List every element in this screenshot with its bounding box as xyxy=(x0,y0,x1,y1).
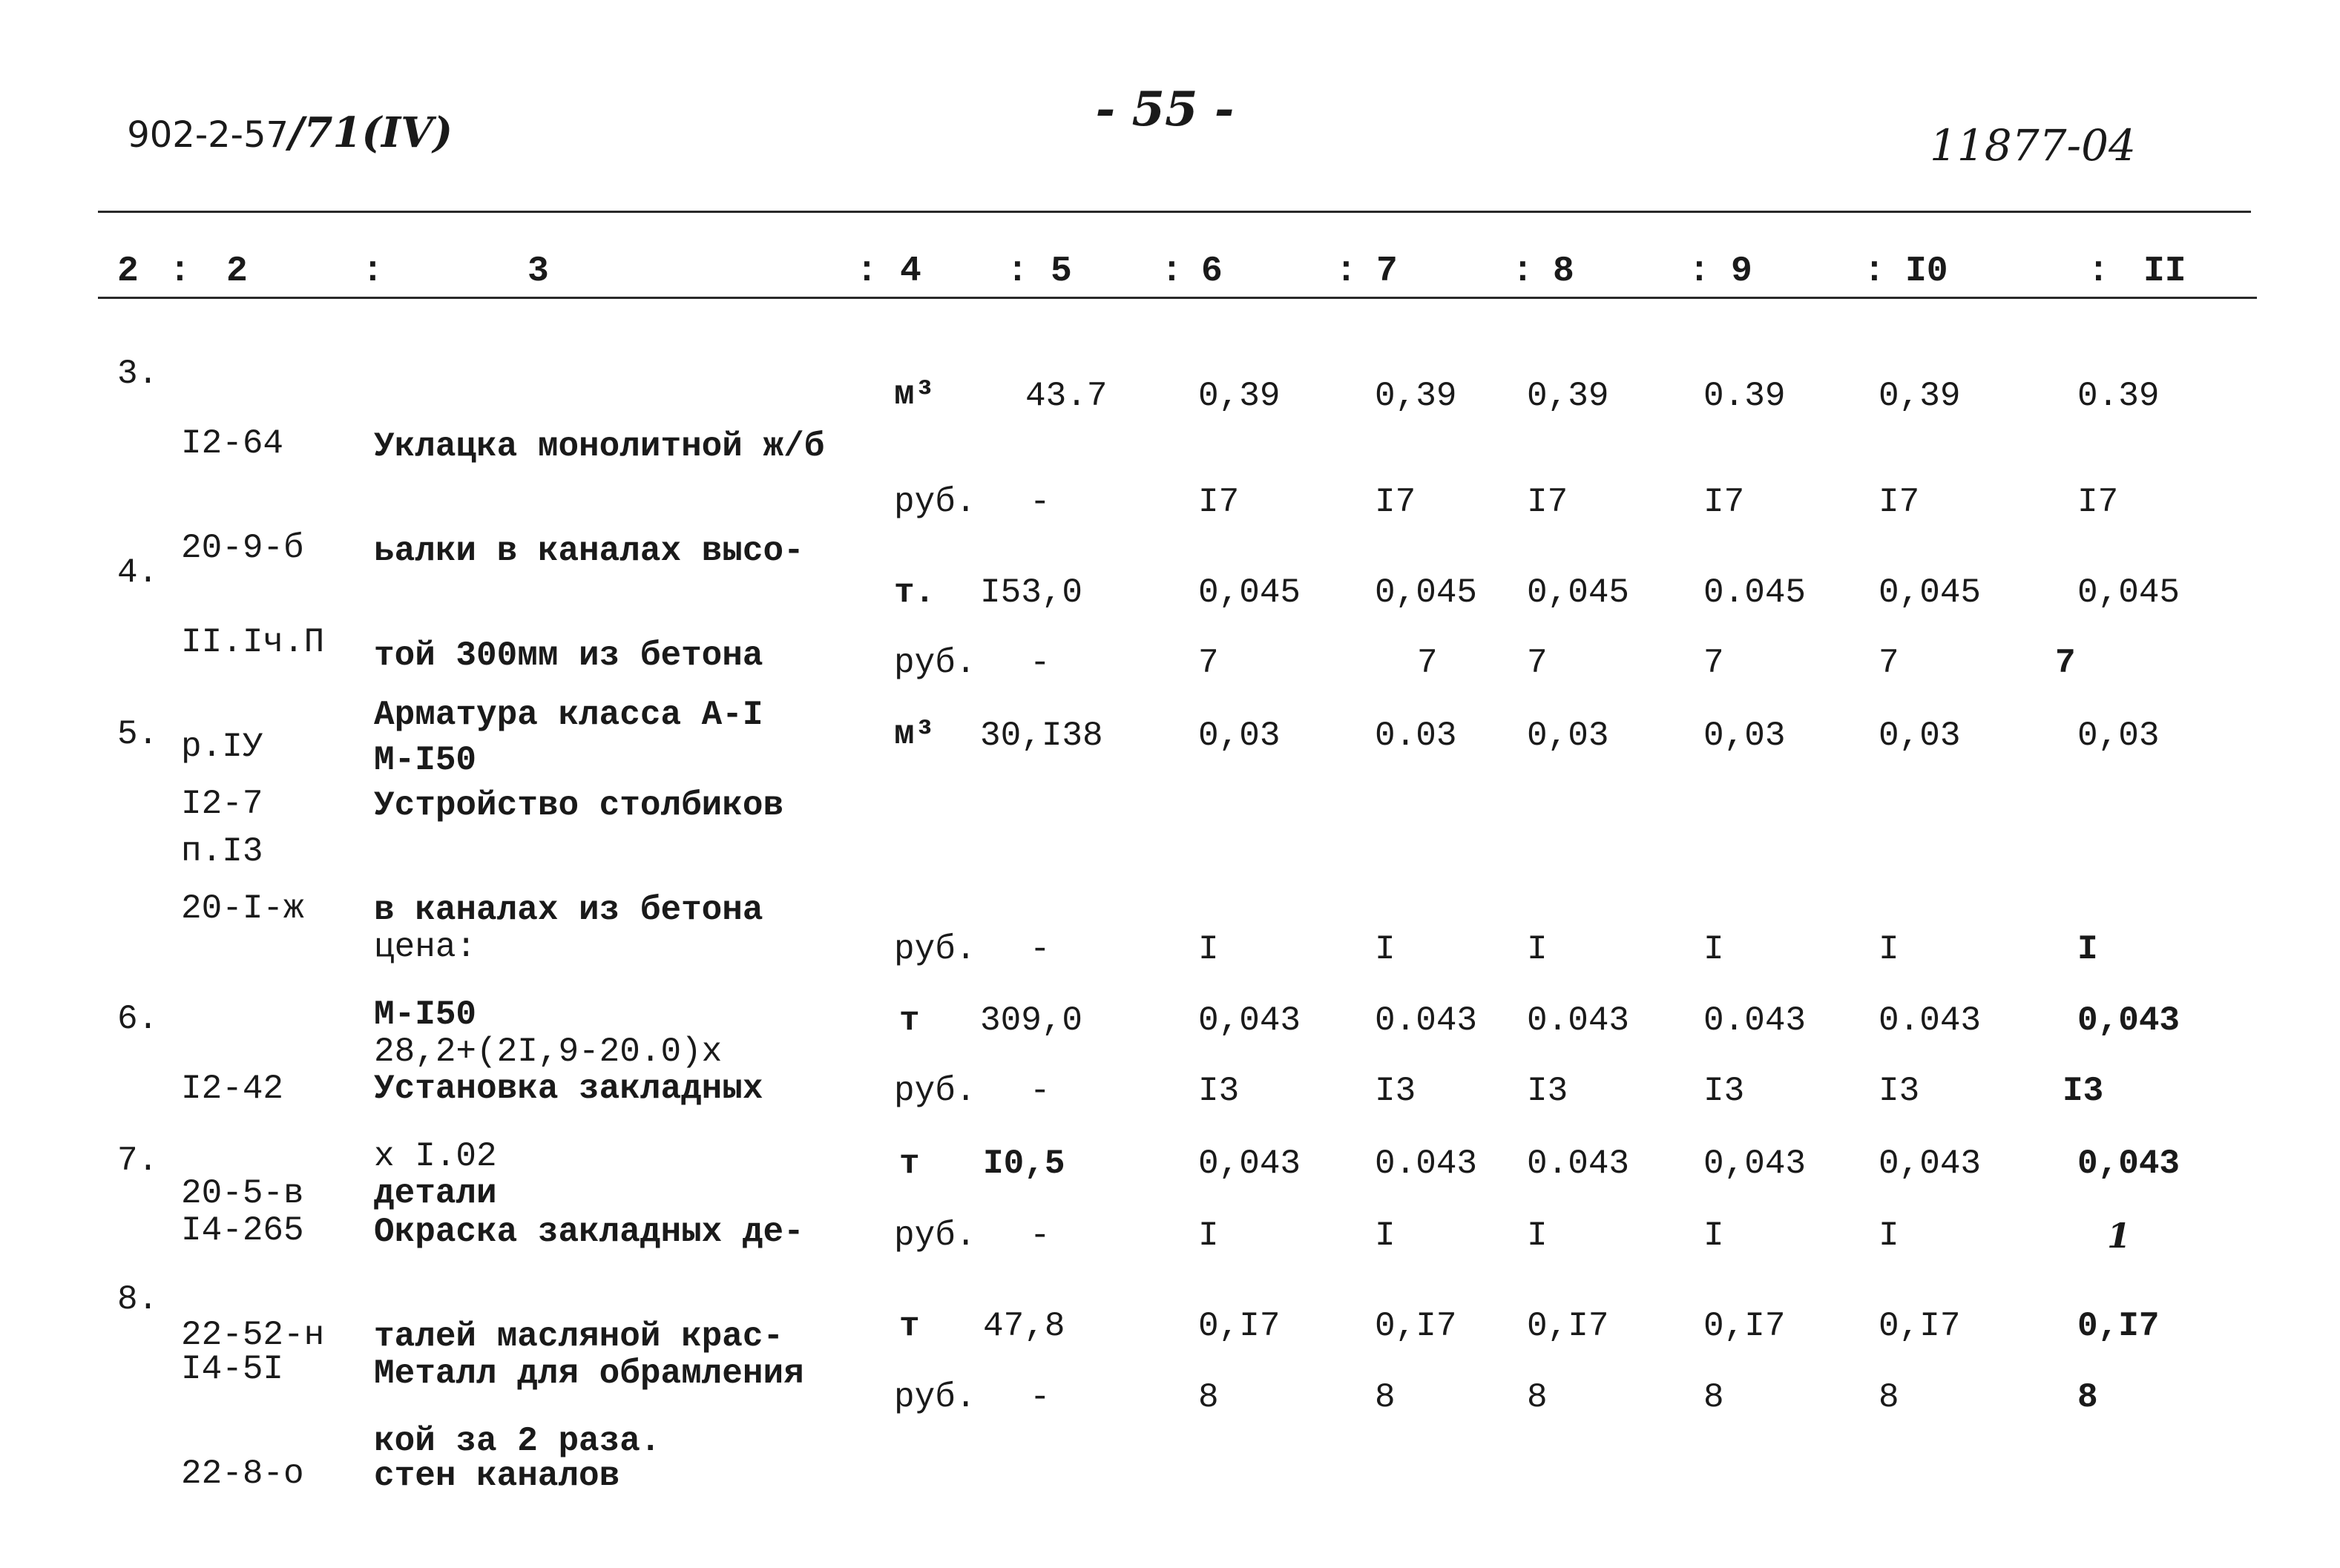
estimate-code-line: 20-9-б xyxy=(181,529,304,567)
value-col-6: 0,043 xyxy=(1198,1001,1301,1040)
cost-quantity: - xyxy=(1030,1072,1051,1110)
value-col-10: 0,I7 xyxy=(1879,1307,1961,1345)
cost-col-6: 8 xyxy=(1198,1378,1219,1417)
reference-number: 11877-04 xyxy=(1930,120,2136,171)
cost-col-11: 1 xyxy=(2107,1216,2132,1256)
estimate-code-line: I4-265 xyxy=(181,1211,304,1250)
quantity: 43.7 xyxy=(1025,377,1108,415)
column-separator: : xyxy=(1864,251,1885,291)
value-col-11: 0,I7 xyxy=(2077,1307,2160,1345)
value-col-10: 0.043 xyxy=(1879,1001,1982,1040)
value-col-8: 0.043 xyxy=(1527,1144,1630,1183)
value-col-6: 0,39 xyxy=(1198,377,1281,415)
row-number: 4. xyxy=(117,553,159,592)
value-col-11: 0,043 xyxy=(2077,1144,2180,1183)
quantity: 47,8 xyxy=(983,1307,1065,1345)
column-header: 9 xyxy=(1731,251,1752,291)
value-col-10: 0,03 xyxy=(1879,717,1961,755)
price-note-line: 28,2+(2I,9-20.0)x xyxy=(374,1032,723,1071)
value-col-6: 0,03 xyxy=(1198,717,1281,755)
cost-unit: руб. xyxy=(894,644,976,682)
cost-unit: руб. xyxy=(894,930,976,969)
estimate-code-line: 20-I-ж xyxy=(181,889,304,928)
cost-col-8: 7 xyxy=(1527,644,1548,682)
column-header: I0 xyxy=(1905,251,1948,291)
value-col-7: 0,045 xyxy=(1375,573,1478,612)
cost-col-8: I xyxy=(1527,1216,1548,1255)
description-line: М-I50 xyxy=(374,741,477,780)
quantity: I0,5 xyxy=(983,1144,1065,1183)
value-col-8: 0,045 xyxy=(1527,573,1630,612)
value-col-7: 0.03 xyxy=(1375,717,1457,755)
cost-col-10: I xyxy=(1879,930,1899,969)
description-line: Окраска закладных де- xyxy=(374,1213,804,1251)
value-col-8: 0,I7 xyxy=(1527,1307,1609,1345)
cost-col-8: I3 xyxy=(1527,1072,1568,1110)
estimate-code-line: I2-64 xyxy=(181,424,284,463)
cost-col-7: 8 xyxy=(1375,1378,1396,1417)
estimate-code-line: I2-42 xyxy=(181,1070,284,1108)
cost-quantity: - xyxy=(1030,930,1051,969)
price-note-line: x I.02 xyxy=(374,1137,497,1176)
description-line: стен каналов xyxy=(374,1457,620,1495)
description-line: Установка закладных xyxy=(374,1070,763,1108)
work-description xyxy=(374,1288,804,1527)
cost-col-11: I7 xyxy=(2077,483,2119,521)
cost-col-11: 8 xyxy=(2077,1378,2098,1417)
value-col-7: 0,39 xyxy=(1375,377,1457,415)
cost-col-6: I3 xyxy=(1198,1072,1240,1110)
cost-quantity: - xyxy=(1030,1216,1051,1255)
row-number: 7. xyxy=(117,1142,159,1180)
cost-col-9: I xyxy=(1703,930,1724,969)
column-separator: : xyxy=(1161,251,1183,291)
description-line: в каналах из бетона xyxy=(374,891,763,929)
cost-unit: руб. xyxy=(894,1072,976,1110)
row-number: 3. xyxy=(117,355,159,393)
document-code xyxy=(113,95,453,157)
page-number: - 55 - xyxy=(1095,82,1235,137)
top-rule xyxy=(98,211,2251,213)
unit: т xyxy=(899,1144,920,1183)
column-header: 8 xyxy=(1553,251,1574,291)
description-line: Металл для обрамления xyxy=(374,1354,804,1393)
unit: т xyxy=(899,1001,920,1040)
description-line: кой за 2 раза. xyxy=(374,1422,661,1460)
cost-col-6: I xyxy=(1198,1216,1219,1255)
value-col-9: 0.39 xyxy=(1703,377,1786,415)
cost-col-6: I xyxy=(1198,930,1219,969)
quantity: I53,0 xyxy=(980,573,1083,612)
unit: т xyxy=(899,1307,920,1345)
cost-col-6: I7 xyxy=(1198,483,1240,521)
description-line: той 300мм из бетона xyxy=(374,636,763,675)
column-header: 5 xyxy=(1051,251,1072,291)
column-header: 4 xyxy=(900,251,921,291)
value-col-11: 0,03 xyxy=(2077,717,2160,755)
estimate-code-line: 20-5-в xyxy=(181,1174,304,1213)
column-header: 7 xyxy=(1376,251,1398,291)
cost-col-9: I xyxy=(1703,1216,1724,1255)
description-line: М-I50 xyxy=(374,995,477,1034)
column-separator: : xyxy=(1007,251,1028,291)
value-col-7: 0.043 xyxy=(1375,1144,1478,1183)
value-col-6: 0,043 xyxy=(1198,1144,1301,1183)
unit: м³ xyxy=(894,715,936,754)
cost-unit: руб. xyxy=(894,483,976,521)
value-col-9: 0.045 xyxy=(1703,573,1807,612)
cost-unit: руб. xyxy=(894,1378,976,1417)
value-col-10: 0,045 xyxy=(1879,573,1982,612)
value-col-10: 0,39 xyxy=(1879,377,1961,415)
column-separator: : xyxy=(856,251,878,291)
cost-col-9: I7 xyxy=(1703,483,1745,521)
description-line: Арматура класса А-I xyxy=(374,696,763,734)
column-header: II xyxy=(2143,251,2186,291)
cost-col-9: I3 xyxy=(1703,1072,1745,1110)
value-col-9: 0,03 xyxy=(1703,717,1786,755)
column-separator: : xyxy=(2088,251,2109,291)
value-col-11: 0,043 xyxy=(2077,1001,2180,1040)
column-header: 6 xyxy=(1201,251,1223,291)
cost-col-6: 7 xyxy=(1198,644,1219,682)
estimate-code-line: 22-52-н xyxy=(181,1316,325,1354)
description-line: Уклацка монолитной ж/б xyxy=(374,427,825,466)
unit: т. xyxy=(894,573,936,612)
quantity: 30,I38 xyxy=(980,717,1103,755)
estimate-code-line: р.IУ xyxy=(181,728,263,766)
cost-quantity: - xyxy=(1030,1378,1051,1417)
column-separator: : xyxy=(1512,251,1534,291)
cost-col-8: I xyxy=(1527,930,1548,969)
cost-col-7: I xyxy=(1375,1216,1396,1255)
cost-col-9: 7 xyxy=(1703,644,1724,682)
cost-col-11: I3 xyxy=(2063,1072,2104,1110)
value-col-11: 0,045 xyxy=(2077,573,2180,612)
quantity: 309,0 xyxy=(980,1001,1083,1040)
column-separator: : xyxy=(1689,251,1710,291)
row-number: 8. xyxy=(117,1280,159,1319)
cost-col-7: I xyxy=(1375,930,1396,969)
estimate-code xyxy=(181,717,304,961)
document-code-printed: 902-2-57 xyxy=(127,114,289,156)
column-header: 2 xyxy=(226,251,248,291)
value-col-11: 0.39 xyxy=(2077,377,2160,415)
cost-col-7: I7 xyxy=(1375,483,1416,521)
value-col-9: 0.043 xyxy=(1703,1001,1807,1040)
column-separator: : xyxy=(169,251,191,291)
estimate-code-line: п.I3 xyxy=(181,832,263,871)
header-rule xyxy=(98,297,2257,299)
cost-col-10: 8 xyxy=(1879,1378,1899,1417)
cost-col-11: 7 xyxy=(2055,644,2076,682)
row-number: 6. xyxy=(117,1000,159,1038)
value-col-9: 0,043 xyxy=(1703,1144,1807,1183)
column-header: 3 xyxy=(528,251,549,291)
price-note-line: цена: xyxy=(374,928,477,966)
cost-unit: руб. xyxy=(894,1216,976,1255)
cost-col-11: I xyxy=(2077,930,2098,969)
cost-col-10: I xyxy=(1879,1216,1899,1255)
estimate-code xyxy=(181,1282,304,1526)
value-col-8: 0,03 xyxy=(1527,717,1609,755)
value-col-6: 0,045 xyxy=(1198,573,1301,612)
value-col-10: 0,043 xyxy=(1879,1144,1982,1183)
description-line: талей масляной крас- xyxy=(374,1317,784,1356)
value-col-9: 0,I7 xyxy=(1703,1307,1786,1345)
column-separator: : xyxy=(362,251,384,291)
cost-col-8: 8 xyxy=(1527,1378,1548,1417)
cost-col-9: 8 xyxy=(1703,1378,1724,1417)
cost-col-10: I3 xyxy=(1879,1072,1920,1110)
estimate-code-line: II.Iч.П xyxy=(181,623,325,662)
cost-col-7: 7 xyxy=(1417,644,1438,682)
description-line: Устройство столбиков xyxy=(374,786,784,825)
estimate-code-line: 22-8-о xyxy=(181,1455,304,1493)
cost-col-10: I7 xyxy=(1879,483,1920,521)
column-separator: : xyxy=(1335,251,1357,291)
cost-col-8: I7 xyxy=(1527,483,1568,521)
row-number: 5. xyxy=(117,715,159,754)
value-col-8: 0,39 xyxy=(1527,377,1609,415)
cost-col-10: 7 xyxy=(1879,644,1899,682)
unit: м³ xyxy=(894,375,936,414)
cost-quantity: - xyxy=(1030,483,1051,521)
document-code-handwritten: /71(IV) xyxy=(289,108,453,157)
description-line: детали xyxy=(374,1174,497,1213)
estimate-code-line: I4-5I xyxy=(181,1350,284,1389)
description-line: ьалки в каналах высо- xyxy=(374,532,804,570)
column-header: 2 xyxy=(117,251,139,291)
value-col-8: 0.043 xyxy=(1527,1001,1630,1040)
estimate-code-line: I2-7 xyxy=(181,785,263,823)
value-col-7: 0,I7 xyxy=(1375,1307,1457,1345)
cost-col-7: I3 xyxy=(1375,1072,1416,1110)
value-col-6: 0,I7 xyxy=(1198,1307,1281,1345)
value-col-7: 0.043 xyxy=(1375,1001,1478,1040)
cost-quantity: - xyxy=(1030,644,1051,682)
